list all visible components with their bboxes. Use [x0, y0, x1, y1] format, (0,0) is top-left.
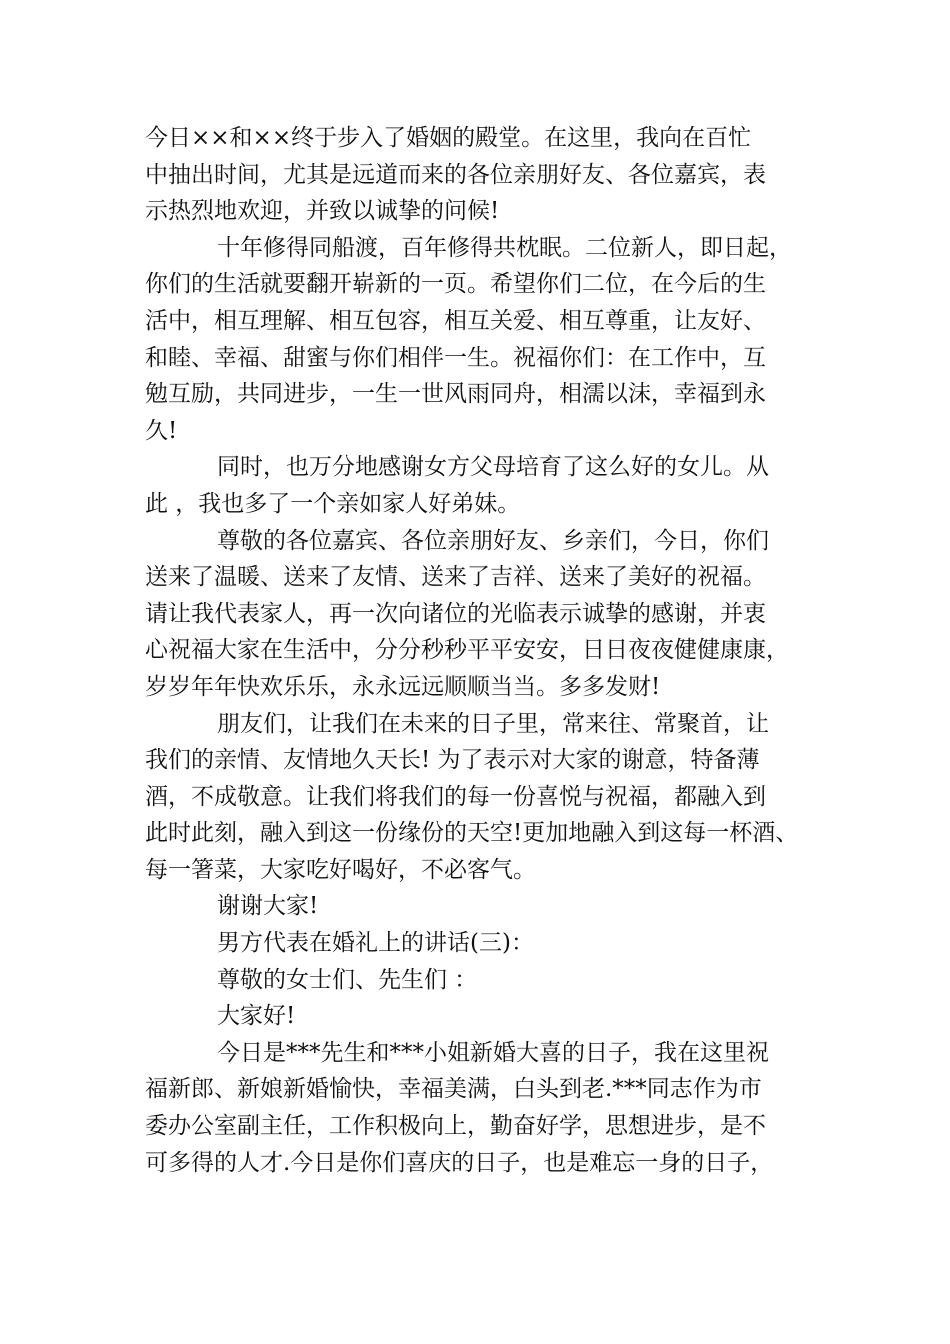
text-line: 送来了温暖、送来了友情、送来了吉祥、送来了美好的祝福。 — [145, 564, 766, 591]
text-line: 大家好! — [217, 1003, 296, 1030]
text-line: 久! — [145, 417, 178, 444]
text-line: 岁岁年年快欢乐乐，永永远远顺顺当当。多多发财! — [145, 673, 661, 700]
document-body — [145, 120, 825, 1181]
text-line: 每一箸菜，大家吃好喝好，不必客气。 — [145, 856, 536, 883]
text-line: 男方代表在婚礼上的讲话(三)： — [217, 930, 534, 957]
text-line: 你们的生活就要翻开崭新的一页。希望你们二位，在今后的生 — [145, 271, 766, 298]
text-line: 福新郎、新娘新婚愉快，幸福美满，白头到老.***同志作为市 — [145, 1076, 762, 1103]
text-line: 尊敬的各位嘉宾、各位亲朋好友、乡亲们，今日，你们 — [217, 527, 769, 554]
text-line: 中抽出时间，尤其是远道而来的各位亲朋好友、各位嘉宾，表 — [145, 161, 766, 188]
text-line: 朋友们，让我们在未来的日子里，常来往、常聚首，让 — [217, 710, 769, 737]
text-line: 勉互励，共同进步，一生一世风雨同舟，相濡以沫，幸福到永 — [145, 381, 766, 408]
text-line: 示热烈地欢迎，并致以诚挚的问候! — [145, 198, 500, 225]
text-line: 同时，也万分地感谢女方父母培育了这么好的女儿。从 — [217, 454, 769, 481]
text-line: 今日是***先生和***小姐新婚大喜的日子，我在这里祝 — [217, 1039, 769, 1066]
text-line: 十年修得同船渡，百年修得共枕眠。二位新人，即日起， — [217, 234, 792, 261]
text-line: 请让我代表家人，再一次向诸位的光临表示诚挚的感谢，并衷 — [145, 600, 766, 627]
text-line: 和睦、幸福、甜蜜与你们相伴一生。祝福你们：在工作中，互 — [145, 344, 766, 371]
text-line: 心祝福大家在生活中，分分秒秒平平安安，日日夜夜健健康康， — [145, 637, 789, 664]
text-line: 可多得的人才.今日是你们喜庆的日子，也是难忘一身的日子， — [145, 1149, 774, 1176]
text-line: 尊敬的女士们、先生们 ： — [217, 966, 478, 993]
text-line: 今日××和××终于步入了婚姻的殿堂。在这里，我向在百忙 — [145, 125, 752, 151]
text-line: 活中，相互理解、相互包容，相互关爱、相互尊重，让友好、 — [145, 307, 766, 334]
text-line: 我们的亲情、友情地久天长! 为了表示对大家的谢意，特备薄 — [145, 747, 760, 774]
text-line: 委办公室副主任，工作积极向上，勤奋好学，思想进步，是不 — [145, 1113, 766, 1140]
text-line: 谢谢大家! — [217, 893, 319, 920]
text-line: 此时此刻，融入到这一份缘份的天空!更加地融入到这每一杯酒、 — [145, 820, 799, 847]
text-line: 酒，不成敬意。让我们将我们的每一份喜悦与祝福，都融入到 — [145, 783, 766, 810]
text-line: 此 ，我也多了一个亲如家人好弟妹。 — [145, 490, 521, 517]
